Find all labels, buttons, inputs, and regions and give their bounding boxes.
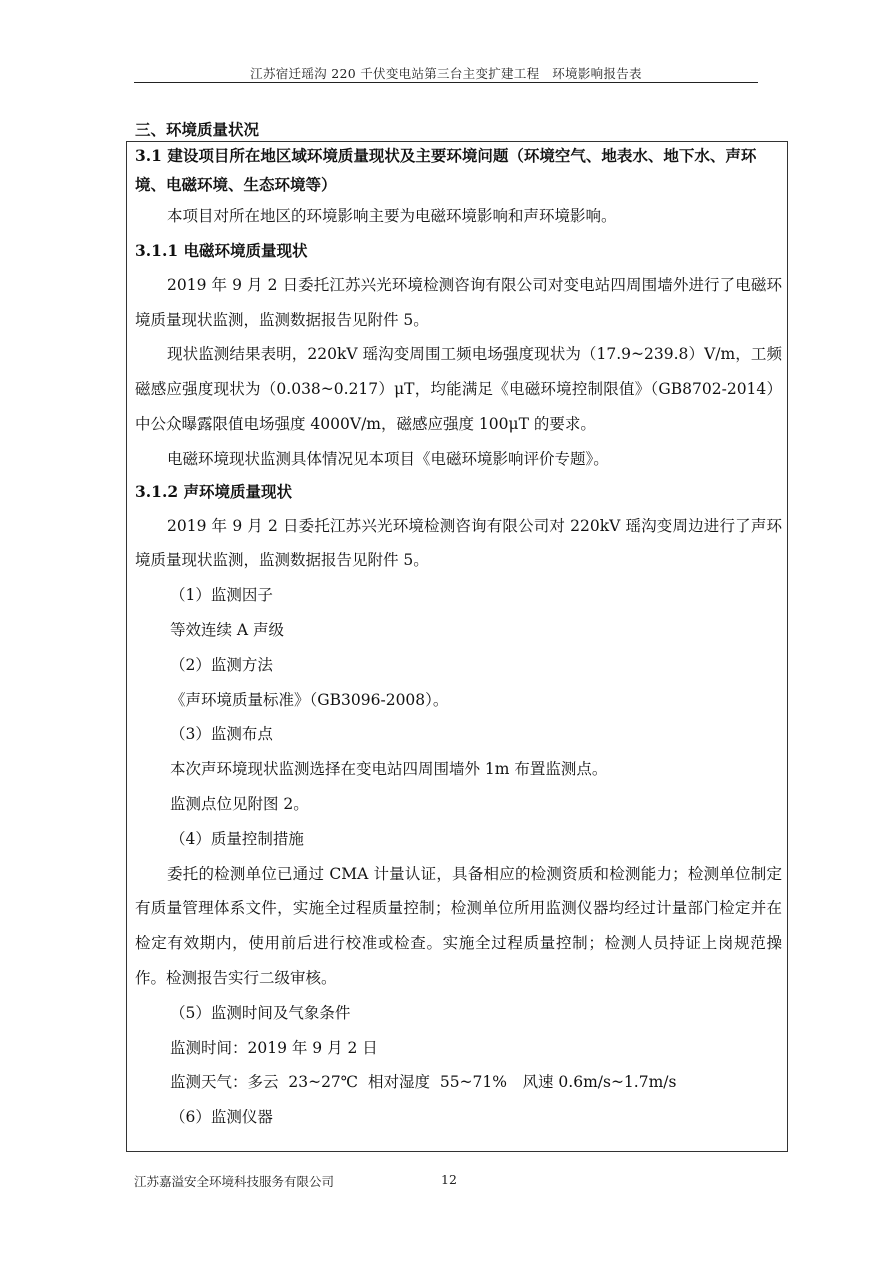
item-4-title: （4）质量控制措施 [170, 829, 304, 848]
item-1-title: （1）监测因子 [170, 586, 273, 605]
content-area [135, 141, 782, 1135]
header-rule [134, 82, 758, 83]
item-3-text-2: 监测点位见附图 2。 [170, 794, 309, 813]
item-3-title: （3）监测布点 [170, 725, 273, 744]
section-title: 三、环境质量状况 [135, 120, 260, 139]
item-2-text: 《声环境质量标准》（GB3096-2008）。 [170, 690, 449, 709]
item-3-text-1: 本次声环境现状监测选择在变电站四周围墙外 1m 布置监测点。 [170, 760, 608, 779]
item-6-title: （6）监测仪器 [170, 1108, 273, 1127]
paragraph-em-2: 现状监测结果表明，220kV 瑶沟变周围工频电场强度现状为（17.9~239.8）V/m，工频磁感应强度现状为（0.038~0.217）μT，均能满足《电磁环境控制限值》（GB8702-2014）中公众曝露限值电场强度 4000V/m，磁感应强度 100μT 的要求。 [135, 345, 782, 433]
item-5-text-2: 监测天气：多云 23~27℃ 相对湿度 55~71% 风速 0.6m/s~1.7m/s [170, 1073, 677, 1092]
item-1-text: 等效连续 A 声级 [170, 620, 285, 639]
paragraph-intro: 本项目对所在地区的环境影响主要为电磁环境影响和声环境影响。 [167, 207, 617, 225]
page-header-title: 江苏宿迁瑶沟 220 千伏变电站第三台主变扩建工程 环境影响报告表 [250, 66, 642, 81]
heading-3-1-1: 3.1.1 电磁环境质量现状 [135, 240, 308, 260]
paragraph-noise-1: 2019 年 9 月 2 日委托江苏兴光环境检测咨询有限公司对 220kV 瑶沟变周边进行了声环境质量现状监测，监测数据报告见附件 5。 [135, 516, 782, 570]
heading-3-1-2: 3.1.2 声环境质量现状 [135, 481, 293, 501]
footer-company: 江苏嘉溢安全环境科技服务有限公司 [134, 1174, 335, 1189]
item-5-title: （5）监测时间及气象条件 [170, 1003, 351, 1022]
page-number: 12 [441, 1172, 457, 1187]
heading-3-1: 3.1 建设项目所在地区域环境质量现状及主要环境问题（环境空气、地表水、地下水、声环境、电磁环境、生态环境等） [135, 146, 757, 194]
item-5-text-1: 监测时间：2019 年 9 月 2 日 [170, 1038, 378, 1057]
paragraph-em-3: 电磁环境现状监测具体情况见本项目《电磁环境影响评价专题》。 [167, 449, 609, 468]
paragraph-em-1: 2019 年 9 月 2 日委托江苏兴光环境检测咨询有限公司对变电站四周围墙外进行了电磁环境质量现状监测，监测数据报告见附件 5。 [135, 275, 782, 329]
item-4-text: 委托的检测单位已通过 CMA 计量认证，具备相应的检测资质和检测能力；检测单位制定有质量管理体系文件，实施全过程质量控制；检测单位所用监测仪器均经过计量部门检定并在检定有效期内，使用前后进行校准或检查。实施全过程质量控制；检测人员持证上岗规范操作。检测报告实行二级审核。 [135, 864, 782, 987]
item-2-title: （2）监测方法 [170, 655, 273, 674]
